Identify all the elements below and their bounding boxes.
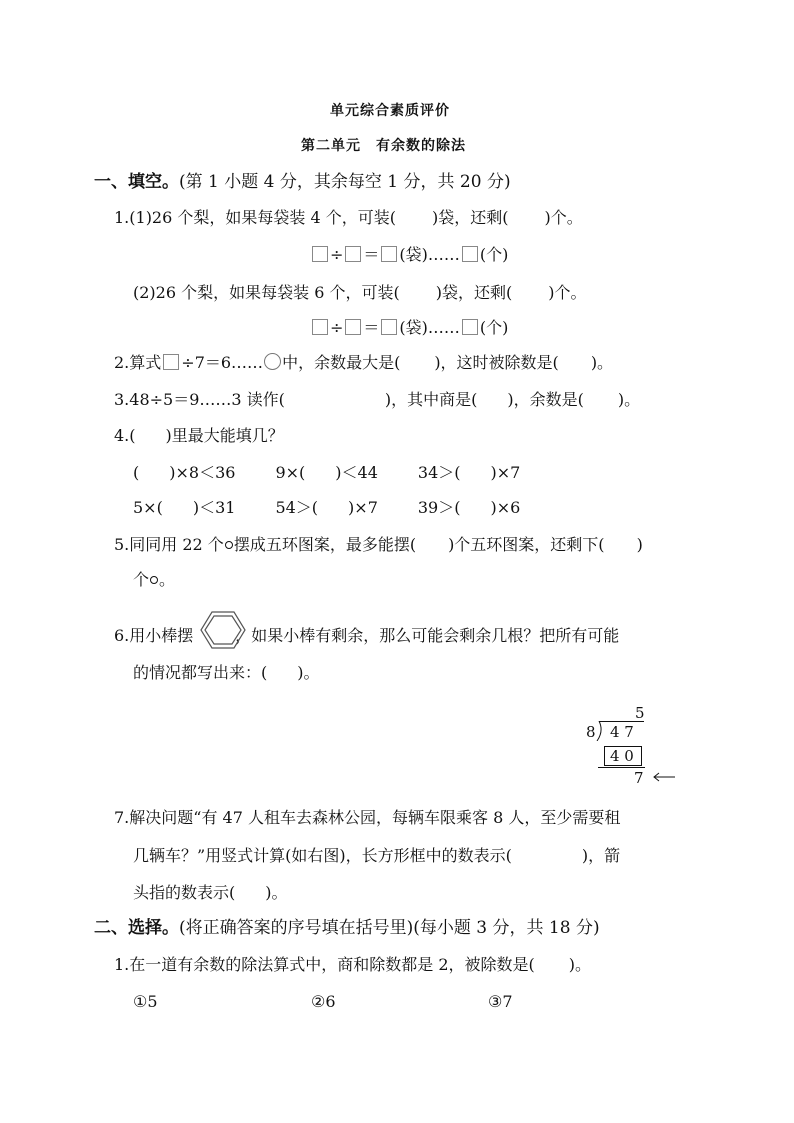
answer-box[interactable]	[312, 319, 328, 335]
worksheet-title: 单元综合素质评价	[330, 103, 450, 119]
section2-note: (将正确答案的序号填在括号里)(每小题 3 分，共 18 分)	[179, 918, 600, 938]
choice-option-1[interactable]: ①5	[133, 992, 158, 1011]
question-7: 7.解决问题“有 47 人租车去森林公园，每辆车限乘客 8 人，至少需要租	[114, 808, 621, 827]
section1-heading: 一、填空。	[94, 172, 179, 192]
question-4-row2: 5×( )＜31 54＞( )×7 39＞( )×6	[133, 498, 521, 517]
section1-note: (第 1 小题 4 分，其余每空 1 分，共 20 分)	[179, 172, 511, 192]
answer-box[interactable]	[462, 319, 478, 335]
answer-box[interactable]	[312, 246, 328, 262]
question-6-line2: 的情况都写出来：( )。	[133, 663, 320, 682]
section2-question-1: 1.在一道有余数的除法算式中，商和除数都是 2，被除数是( )。	[114, 955, 592, 974]
answer-box[interactable]	[462, 246, 478, 262]
division-remainder: 7	[634, 769, 644, 787]
division-product: 4 0	[610, 747, 634, 765]
section1-heading-line	[94, 172, 511, 192]
question-5-line2: 个 。	[133, 570, 176, 589]
answer-box[interactable]	[163, 354, 179, 370]
question-2: 2.算式 ÷7＝6…… 中，余数最大是( )，这时被除数是( )。	[114, 353, 614, 372]
unit-subtitle: 第二单元 有余数的除法	[301, 138, 466, 154]
division-product-box	[604, 746, 642, 766]
question-5: 5.同同用 22 个 摆成五环图案，最多能摆( )个五环图案，还剩下( )	[114, 535, 643, 554]
question-1a: 1.(1)26 个梨，如果每袋装 4 个，可装( )袋，还剩( )个。	[114, 208, 583, 227]
long-division-figure	[584, 702, 684, 788]
circle-icon	[225, 541, 233, 549]
division-quotient: 5	[635, 704, 645, 722]
question-4-row1: ( )×8＜36 9×( )＜44 34＞( )×7	[133, 463, 521, 482]
choice-option-2[interactable]: ②6	[311, 992, 336, 1011]
equation-1a: ÷ ＝ (袋)…… (个)	[310, 245, 508, 265]
answer-box[interactable]	[345, 246, 361, 262]
circle-icon	[150, 576, 158, 584]
hexagon-sticks-icon	[200, 610, 246, 650]
choice-option-3[interactable]: ③7	[488, 992, 513, 1011]
section2-heading-line	[94, 918, 600, 938]
arrow-left-icon	[652, 772, 676, 782]
answer-box[interactable]	[381, 319, 397, 335]
division-divisor: 8	[586, 723, 596, 741]
question-7-line3: 头指的数表示( )。	[133, 883, 288, 902]
question-1b: (2)26 个梨，如果每袋装 6 个，可装( )袋，还剩( )个。	[133, 283, 587, 302]
division-dividend: 4 7	[610, 723, 634, 741]
equation-1b: ÷ ＝ (袋)…… (个)	[310, 318, 508, 338]
question-7-line2: 几辆车？”用竖式计算(如右图)，长方形框中的数表示( )，箭	[133, 846, 621, 865]
section2-heading: 二、选择。	[94, 918, 179, 938]
answer-box[interactable]	[345, 319, 361, 335]
question-3: 3.48÷5＝9……3 读作( )，其中商是( )，余数是( )。	[114, 390, 641, 409]
question-6: 6.用小棒摆 ，如果小棒有剩余，那么可能会剩余几根？把所有可能	[114, 626, 620, 645]
answer-box[interactable]	[381, 246, 397, 262]
question-4: 4.( )里最大能填几？	[114, 426, 284, 445]
remainder-circle[interactable]	[264, 353, 281, 370]
